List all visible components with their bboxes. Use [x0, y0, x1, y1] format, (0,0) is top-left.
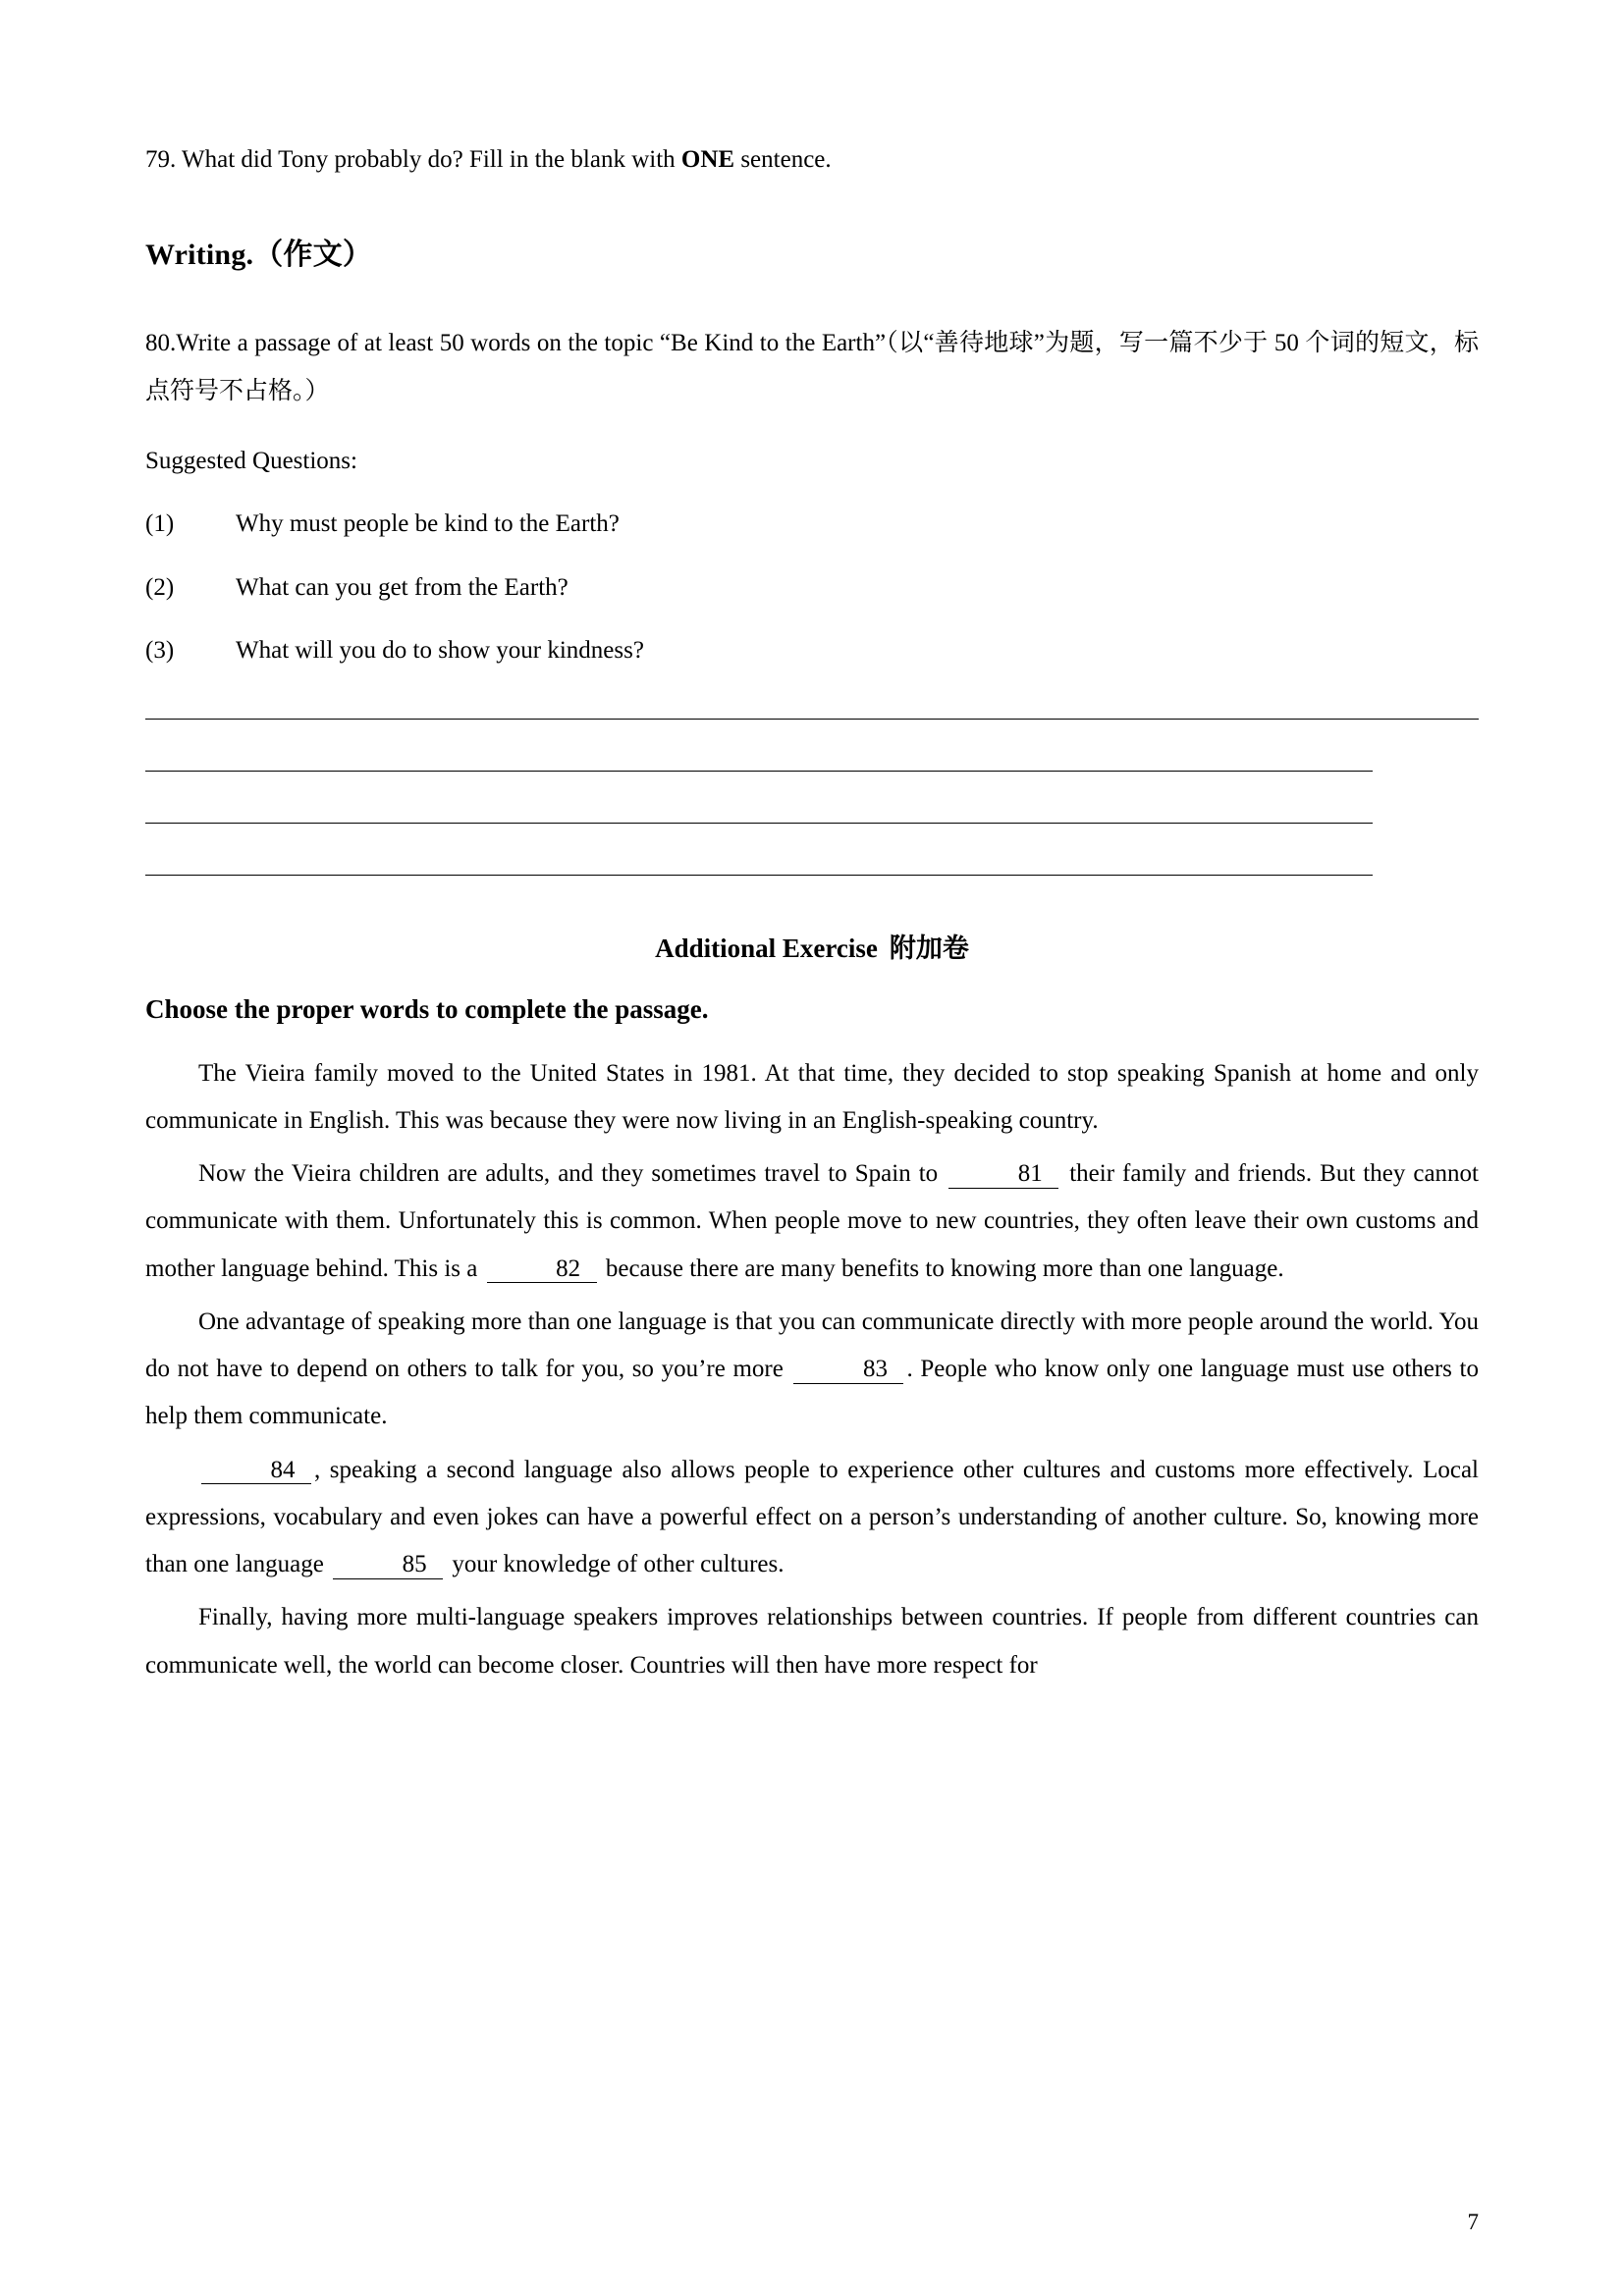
question-number: (3): [145, 637, 175, 664]
additional-exercise-title-en: Additional Exercise: [655, 933, 878, 963]
question-79: [145, 145, 1479, 175]
question-number: (1): [145, 510, 175, 537]
question-79-suffix: sentence.: [734, 146, 832, 173]
list-item: [145, 635, 1479, 667]
suggested-questions-list: [145, 508, 1479, 667]
question-number: (2): [145, 573, 175, 601]
fill-in-blank-81[interactable]: 81: [948, 1160, 1058, 1189]
writing-answer-lines: [145, 719, 1479, 876]
suggested-questions-label: Suggested Questions:: [145, 447, 357, 474]
question-79-prefix: 79. What did Tony probably do? Fill in the blank with: [145, 146, 681, 173]
writing-section-heading: Writing.（作文）: [145, 239, 373, 271]
answer-ruled-line[interactable]: [145, 719, 1479, 720]
question-text: What will you do to show your kindness?: [236, 637, 644, 664]
additional-exercise-title: [145, 927, 1479, 965]
list-item: [145, 572, 1479, 605]
section-instruction: Choose the proper words to complete the passage.: [145, 993, 709, 1024]
question-79-emphasis: ONE: [680, 146, 735, 173]
question-text: Why must people be kind to the Earth?: [236, 510, 620, 537]
writing-prompt: 80.Write a passage of at least 50 words on the topic “Be Kind to the Earth”（以“善待地球”为题，写一篇不少于 50 个词的短文，标点符号不占格。）: [145, 330, 1479, 404]
passage-body: [145, 1050, 1479, 1689]
answer-ruled-line[interactable]: [145, 771, 1373, 772]
list-item: [145, 508, 1479, 541]
answer-ruled-line[interactable]: [145, 823, 1373, 824]
page-number: 7: [1467, 2210, 1479, 2234]
passage-paragraph: One advantage of speaking more than one language is that you can communicate directly with more people around the world. You do not have to depend on others to talk for you, so you’re more 83 . People who know only one language must use others to help them communicate.: [145, 1308, 1479, 1430]
passage-paragraph: Finally, having more multi-language speakers improves relationships between countries. If people from different countries can communicate well, the world can become closer. Countries will then have more respect for: [145, 1604, 1479, 1679]
fill-in-blank-84[interactable]: 84: [201, 1457, 311, 1485]
fill-in-blank-82[interactable]: 82: [487, 1255, 597, 1284]
additional-exercise-title-cn: 附加卷: [889, 933, 969, 963]
passage-paragraph: Now the Vieira children are adults, and they sometimes travel to Spain to 81 their family and friends. But they cannot communicate with them. Unfortunately this is common. When people move to new countries, they often leave their own customs and mother language behind. This is a 82 because there are many benefits to knowing more than one language.: [145, 1160, 1479, 1282]
passage-paragraph: The Vieira family moved to the United States in 1981. At that time, they decided to stop speaking Spanish at home and only communicate in English. This was because they were now living in an English-speaking country.: [145, 1059, 1479, 1134]
fill-in-blank-85[interactable]: 85: [333, 1551, 443, 1579]
fill-in-blank-83[interactable]: 83: [793, 1356, 903, 1384]
answer-ruled-line[interactable]: [145, 875, 1373, 876]
question-text: What can you get from the Earth?: [236, 573, 568, 601]
passage-paragraph: 84 , speaking a second language also allows people to experience other cultures and customs more effectively. Local expressions, vocabulary and even jokes can have a powerful effect on a person’s understanding of another culture. So, knowing more than one language 85 your knowledge of other cultures.: [145, 1456, 1479, 1577]
